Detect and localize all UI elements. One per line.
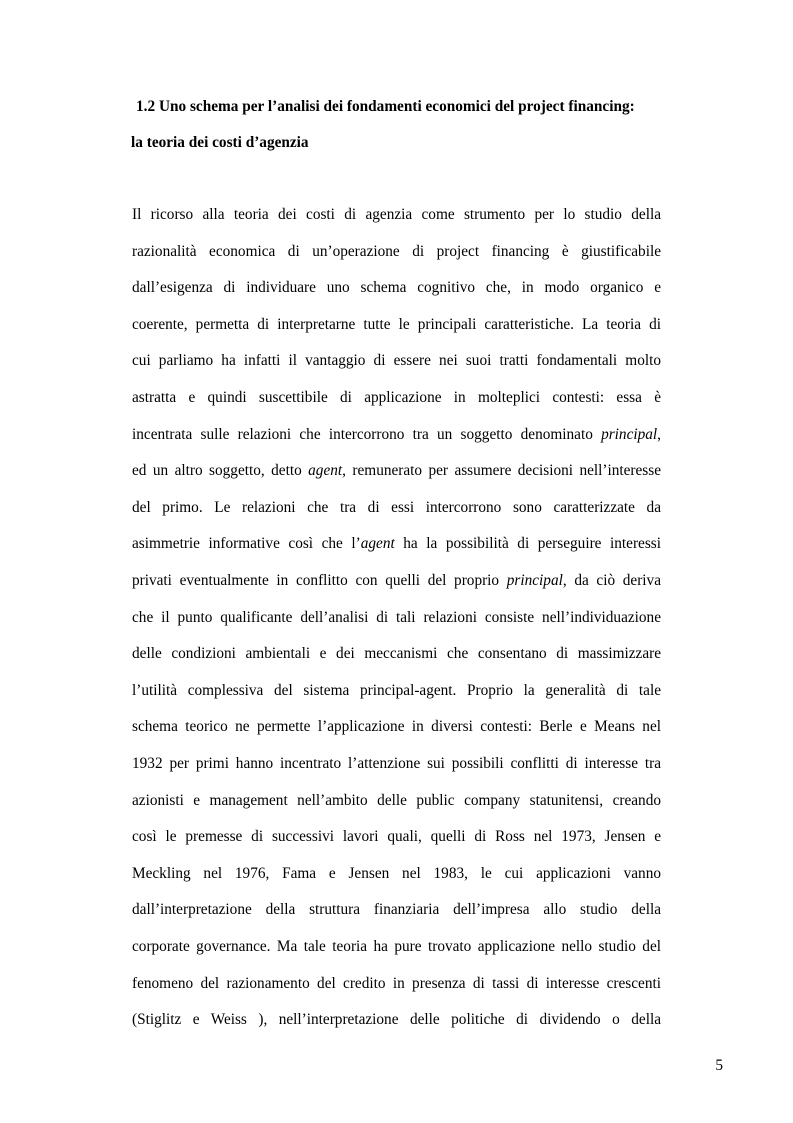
page-number: 5	[715, 1057, 723, 1074]
body-line	[132, 1010, 661, 1030]
body-line	[132, 534, 661, 554]
text-run: Il ricorso alla teoria dei costi di agenzia come strumento per lo studio della	[132, 206, 661, 223]
italic-term: principal	[601, 425, 658, 443]
body-line	[132, 974, 661, 994]
text-run: l’utilità complessiva del sistema principal-agent. Proprio la generalità di tale	[132, 681, 661, 699]
body-line	[132, 791, 661, 811]
italic-term: agent	[308, 462, 343, 480]
text-run: ha la possibilità di perseguire interessi	[394, 535, 661, 553]
body-line	[132, 754, 661, 774]
body-line	[132, 900, 661, 920]
text-run: coerente, permetta di interpretarne tutte le principali caratteristiche. La teoria di	[132, 315, 661, 333]
text-run: razionalità economica di un’operazione di project financing è giustificabile	[132, 242, 661, 260]
text-run: ed un altro soggetto, detto	[132, 462, 309, 480]
italic-term: agent	[360, 535, 395, 553]
body-line	[132, 717, 661, 737]
body-line	[132, 315, 661, 335]
body-line	[132, 681, 661, 701]
body-line	[132, 571, 661, 591]
italic-term: principal	[506, 572, 563, 589]
body-line	[132, 864, 661, 884]
text-run: Meckling nel 1976, Fama e Jensen nel 1983, le cui applicazioni vanno	[132, 864, 661, 882]
text-run: privati eventualmente in conflitto con quelli del proprio	[132, 572, 507, 589]
text-run: che il punto qualificante dell’analisi di tali relazioni consiste nell’individuazione	[132, 608, 661, 626]
body-line	[132, 351, 661, 371]
body-line	[132, 205, 661, 225]
body-line	[132, 827, 661, 847]
body-line	[132, 498, 661, 518]
body-line	[132, 242, 661, 262]
text-run: ,	[657, 425, 661, 443]
text-run: fenomeno del razionamento del credito in presenza di tassi di interesse crescenti	[132, 974, 661, 992]
body-line	[132, 937, 661, 957]
text-run: astratta e quindi suscettibile di applicazione in molteplici contesti: essa è	[132, 389, 661, 406]
text-run: corporate governance. Ma tale teoria ha pure trovato applicazione nello studio del	[132, 938, 661, 955]
body-line	[132, 388, 661, 408]
text-run: delle condizioni ambientali e dei meccanismi che consentano di massimizzare	[132, 645, 661, 663]
text-run: , remunerato per assumere decisioni nell’interesse	[342, 462, 661, 480]
text-run: incentrata sulle relazioni che intercorrono tra un soggetto denominato	[132, 425, 602, 443]
text-run: cui parliamo ha infatti il vantaggio di essere nei suoi tratti fondamentali molto	[132, 352, 661, 370]
body-line	[132, 461, 661, 481]
body-line	[132, 278, 661, 298]
text-run: così le premesse di successivi lavori quali, quelli di Ross nel 1973, Jensen e	[132, 828, 661, 846]
text-run: , da ciò deriva	[562, 572, 661, 589]
text-run: azionisti e management nell’ambito delle public company statunitensi, creando	[132, 791, 661, 809]
section-heading-line-1: 1.2 Uno schema per l’analisi dei fondamenti economici del project financing:	[136, 98, 635, 115]
body-line	[132, 608, 661, 628]
text-run: dall’esigenza di individuare uno schema cognitivo che, in modo organico e	[132, 279, 661, 297]
text-run: schema teorico ne permette l’applicazione in diversi contesti: Berle e Means nel	[132, 718, 661, 736]
text-run: del primo. Le relazioni che tra di essi intercorrono sono caratterizzate da	[132, 498, 661, 516]
text-run: dall’interpretazione della struttura finanziaria dell’impresa allo studio della	[132, 901, 661, 919]
text-run: 1932 per primi hanno incentrato l’attenzione sui possibili conflitti di interesse tra	[132, 755, 661, 772]
body-line	[132, 425, 661, 445]
text-run: (Stiglitz e Weiss ), nell’interpretazione delle politiche di dividendo o della	[132, 1011, 661, 1029]
section-heading-line-2: la teoria dei costi d’agenzia	[131, 134, 309, 151]
body-line	[132, 644, 661, 664]
text-run: asimmetrie informative così che l’	[132, 535, 361, 553]
